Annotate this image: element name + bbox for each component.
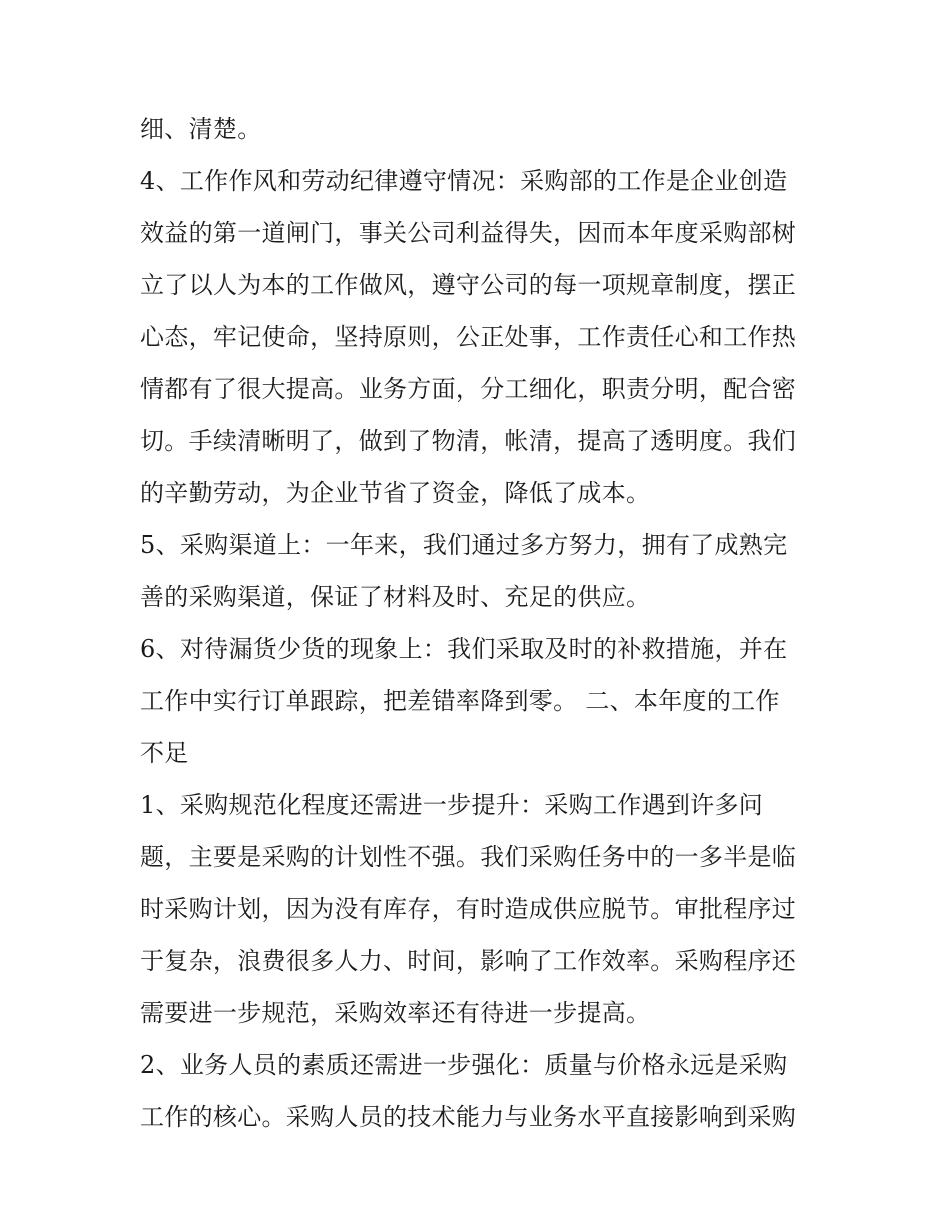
text-line: 6、对待漏货少货的现象上：我们采取及时的补救措施，并在 bbox=[140, 635, 788, 663]
text-line: 情都有了很大提高。业务方面，分工细化，职责分明，配合密 bbox=[140, 375, 797, 403]
text-line: 5、采购渠道上：一年来，我们通过多方努力，拥有了成熟完 bbox=[140, 531, 788, 559]
text-line: 2、业务人员的素质还需进一步强化：质量与价格永远是采购 bbox=[140, 1051, 788, 1079]
document-body bbox=[140, 107, 820, 1147]
text-line: 1、采购规范化程度还需进一步提升：采购工作遇到许多问 bbox=[140, 791, 764, 819]
text-line: 细、清楚。 bbox=[140, 115, 262, 143]
text-line: 的辛勤劳动，为企业节省了资金，降低了成本。 bbox=[140, 479, 651, 507]
text-line: 不足 bbox=[140, 739, 189, 767]
text-line: 立了以人为本的工作做风，遵守公司的每一项规章制度，摆正 bbox=[140, 271, 797, 299]
text-line: 题，主要是采购的计划性不强。我们采购任务中的一多半是临 bbox=[140, 843, 797, 871]
text-line: 4、工作作风和劳动纪律遵守情况：采购部的工作是企业创造 bbox=[140, 167, 788, 195]
text-line: 工作的核心。采购人员的技术能力与业务水平直接影响到采购 bbox=[140, 1103, 797, 1131]
text-line: 需要进一步规范，采购效率还有待进一步提高。 bbox=[140, 999, 651, 1027]
text-line: 时采购计划，因为没有库存，有时造成供应脱节。审批程序过 bbox=[140, 895, 797, 923]
text-line: 善的采购渠道，保证了材料及时、充足的供应。 bbox=[140, 583, 651, 611]
text-line: 切。手续清晰明了，做到了物清，帐清，提高了透明度。我们 bbox=[140, 427, 797, 455]
text-line: 于复杂，浪费很多人力、时间，影响了工作效率。采购程序还 bbox=[140, 947, 797, 975]
text-line: 心态，牢记使命，坚持原则，公正处事，工作责任心和工作热 bbox=[140, 323, 797, 351]
text-line: 工作中实行订单跟踪，把差错率降到零。 二、本年度的工作 bbox=[140, 687, 780, 715]
text-line: 效益的第一道闸门，事关公司利益得失，因而本年度采购部树 bbox=[140, 219, 797, 247]
